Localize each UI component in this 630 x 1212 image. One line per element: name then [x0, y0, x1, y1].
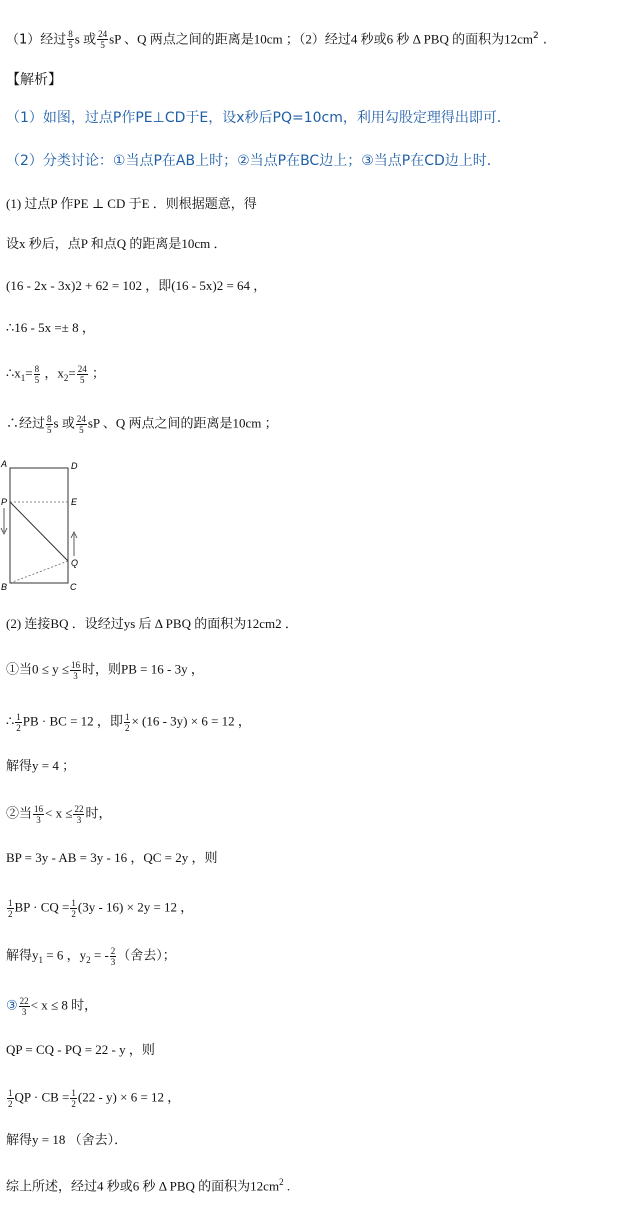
text: ①当0 ≤ y ≤ — [6, 661, 70, 677]
superscript: 2 — [532, 31, 539, 41]
fraction: $\frac{16}{3}$ — [71, 660, 81, 681]
fraction: $\frac{8}{5}$ — [47, 414, 52, 435]
text: ∴x — [6, 365, 21, 381]
case3-line-1 — [6, 996, 97, 1017]
answer-part1-prefix: （1）经过 — [6, 32, 67, 48]
text: < x ≤ 8 时， — [30, 997, 98, 1013]
label-q: Q — [71, 558, 79, 568]
rectangle-figure — [0, 458, 100, 593]
fraction: $\frac{22}{3}$ — [74, 804, 84, 825]
text: sP 、Q 两点之间的距离是10cm ； — [87, 415, 278, 431]
case-marker: ③ — [6, 997, 18, 1013]
text: 时， — [85, 805, 112, 821]
section-title: 【解析】 — [6, 72, 62, 88]
fraction: $\frac{1}{2}$ — [124, 712, 130, 733]
label-a: A — [1, 459, 8, 469]
text: ∴ — [6, 713, 15, 729]
case1-line-2 — [6, 712, 251, 733]
line-bq — [10, 561, 68, 583]
fraction: $\frac{8}{5}$ — [68, 29, 73, 51]
text: PB · BC = 12 ，即 — [22, 713, 123, 729]
label-p: P — [1, 497, 8, 507]
case1-result: 解得y = 4 ； — [6, 758, 76, 773]
subscript: 1 — [38, 955, 44, 966]
solution-line-5: $\therefore x_1=$ $\frac{8}{5}$ ，$x_2=$ $\frac{24}{5}$ ； — [6, 364, 105, 385]
part2-line-1: (2) 连接BQ ．设经过ys 后 Δ PBQ 的面积为12cm2 ． — [6, 616, 298, 631]
case2-line-1 — [6, 804, 112, 825]
text: 解得y — [6, 947, 39, 963]
fraction: $\frac{24}{5}$ — [98, 29, 108, 51]
superscript: 2 — [279, 1177, 284, 1187]
text: . — [283, 1178, 291, 1194]
label-d: D — [71, 461, 78, 471]
fraction: $\frac{1}{2}$ — [8, 1088, 13, 1109]
text: = - — [90, 947, 109, 963]
subscript: 2 — [86, 955, 91, 966]
answer-line — [6, 28, 547, 50]
answer-text: s 或 — [74, 31, 97, 47]
label-e: E — [71, 497, 78, 507]
text: 时，则PB = 16 - 3y ， — [82, 661, 204, 677]
text: (22 - y) × 6 = 12 ， — [77, 1089, 181, 1105]
fraction: $\frac{24}{5}$ — [77, 364, 87, 385]
text: < x ≤ — [45, 805, 73, 821]
text: = 6 ，y — [43, 947, 87, 963]
text: BP · CQ = — [14, 899, 70, 915]
case2-line-3 — [6, 898, 193, 919]
solution-line-1: (1) 过点P 作PE ⊥ CD 于E ．则根据题意，得 — [6, 196, 257, 211]
case1-line-1 — [6, 660, 204, 681]
case3-result: 解得y = 18 （舍去）． — [6, 1132, 128, 1147]
fraction: $\frac{1}{2}$ — [8, 898, 13, 919]
subscript: 2 — [63, 373, 69, 384]
text: ； — [88, 365, 105, 381]
text: (3y - 16) × 2y = 12 ， — [77, 899, 194, 915]
text: ∴经过 — [6, 415, 46, 431]
case3-line-3 — [6, 1088, 180, 1109]
fraction: $\frac{1}{2}$ — [71, 1088, 76, 1109]
text: ，x — [41, 365, 64, 381]
hint-1: （1）如图，过点P作PE⊥CD于E，设x秒后PQ=10cm，利用勾股定理得出即可． — [6, 110, 511, 126]
fraction: $\frac{2}{3}$ — [110, 946, 116, 967]
fraction: $\frac{1}{2}$ — [16, 712, 21, 733]
fraction: $\frac{24}{5}$ — [76, 414, 86, 435]
label-b: B — [1, 582, 8, 592]
rectangle-abcd — [10, 468, 68, 583]
text: ②当 — [6, 805, 33, 821]
case2-line-2: BP = 3y - AB = 3y - 16 ，QC = 2y ，则 — [6, 850, 218, 865]
solution-line-3: (16 - 2x - 3x)2 + 62 = 102 ，即(16 - 5x)2 = 64 ， — [6, 278, 267, 293]
text: （舍去）； — [117, 947, 176, 963]
answer-text: . — [538, 32, 547, 48]
text: × (16 - 3y) × 6 = 12 ， — [131, 713, 251, 729]
summary-line — [6, 1174, 290, 1194]
text: s 或 — [53, 415, 75, 431]
answer-text: sP 、Q 两点之间的距离是10cm ；（2）经过4 秒或6 秒 Δ PBQ 的面积为12cm — [109, 31, 533, 47]
solution-line-6 — [6, 414, 278, 435]
case3-line-2: QP = CQ - PQ = 22 - y ，则 — [6, 1042, 155, 1057]
text: 综上所述，经过4 秒或6 秒 Δ PBQ 的面积为12cm — [6, 1178, 280, 1194]
label-c: C — [70, 582, 77, 592]
solution-line-4: ∴16 - 5x =± 8 ， — [6, 320, 95, 335]
fraction: $\frac{22}{3}$ — [19, 996, 29, 1017]
subscript: 1 — [20, 373, 26, 384]
case2-result — [6, 946, 176, 968]
hint-2: （2）分类讨论：①当点P在AB上时；②当点P在BC边上；③当点P在CD边上时． — [6, 153, 501, 169]
line-pq — [10, 502, 68, 561]
fraction: $\frac{1}{2}$ — [71, 898, 76, 919]
fraction: $\frac{8}{5}$ — [34, 364, 40, 385]
text: QP · CB = — [14, 1089, 70, 1105]
solution-line-2: 设x 秒后，点P 和点Q 的距离是10cm ． — [6, 236, 227, 251]
fraction: $\frac{16}{3}$ — [34, 804, 44, 825]
